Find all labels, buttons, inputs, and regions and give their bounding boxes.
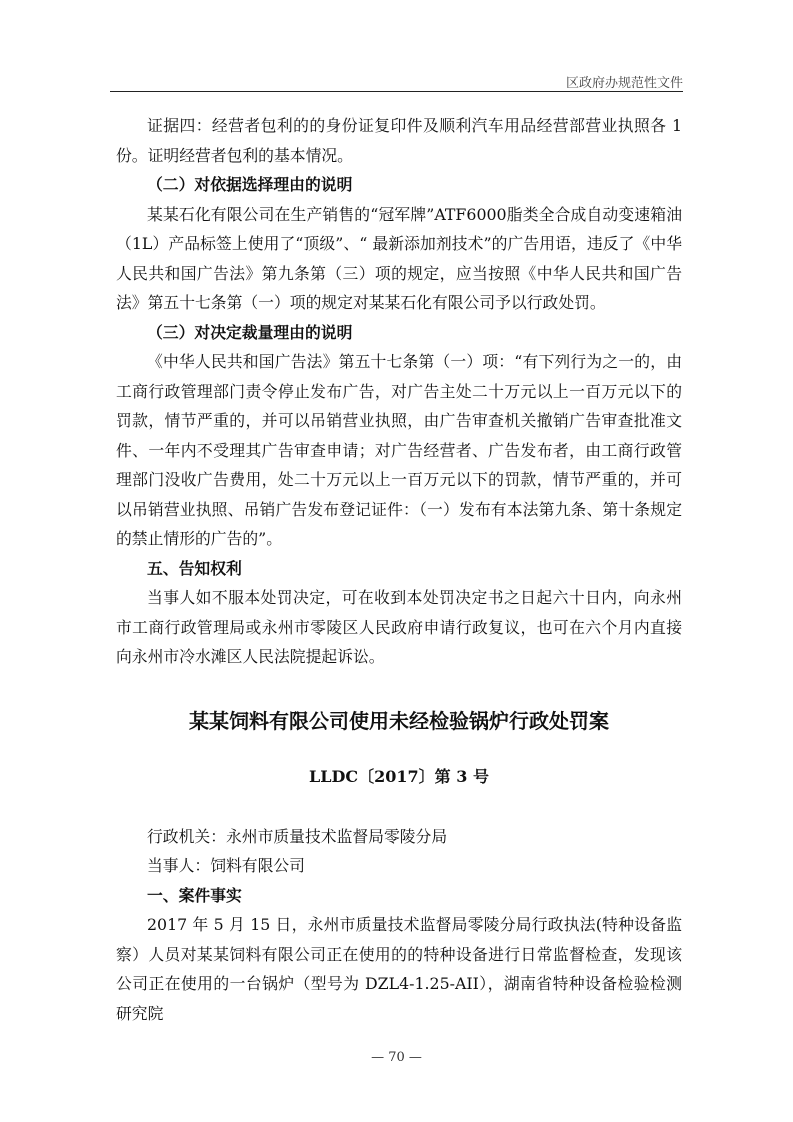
party-concerned: 当事人：饲料有限公司 <box>147 856 305 875</box>
paragraph-case-facts: 2017 年 5 月 15 日，永州市质量技术监督局零陵分局行政执法(特种设备监察）人员对某某饲料有限公司正在使用的的特种设备进行日常监督检查，发现该公司正在使用的一台锅炉（型号为 DZL4-1.25-AII），湖南省特种设备检验检测研究院 <box>116 915 682 1023</box>
page-content <box>116 111 682 1028</box>
heading-basis-selection: （二）对依据选择理由的说明 <box>147 175 353 194</box>
paragraph-law-citation: 《中华人民共和国广告法》第五十七条第（一）项：“有下列行为之一的，由工商行政管理部门责令停止发布广告，对广告主处二十万元以上一百万元以下的罚款，情节严重的，并可以吊销营业执照，由广告审查机关撤销广告审查批准文件、一年内不受理其广告审查申请；对广告经营者、广告发布者，由工商行政管理部门没收广告费用，处二十万元以上一百万元以下的罚款，情节严重的，并可以吊销营业执照、吊销广告发布登记证件：（一）发布有本法第九条、第十条规定的禁止情形的广告的”。 <box>116 352 682 548</box>
page-number: — 70 — <box>371 1050 422 1065</box>
case-number: LLDC〔2017〕第 3 号 <box>309 766 489 786</box>
running-header: 区政府办规范性文件 <box>565 76 683 91</box>
case-title: 某某饲料有限公司使用未经检验锅炉行政处罚案 <box>189 708 609 733</box>
heading-discretion-reason: （三）对决定裁量理由的说明 <box>147 322 353 342</box>
heading-rights-notice: 五、告知权利 <box>147 558 242 578</box>
paragraph-rights: 当事人如不服本处罚决定，可在收到本处罚决定书之日起六十日内，向永州市工商行政管理局或永州市零陵区人民政府申请行政复议，也可在六个月内直接向永州市冷水滩区人民法院提起诉讼。 <box>116 588 682 666</box>
paragraph-violation: 某某石化有限公司在生产销售的“冠军牌”ATF6000脂类全合成自动变速箱油（1L）产品标签上使用了“顶级”、“ 最新添加剂技术”的广告用语，违反了《中华人民共和国广告法》第九条第（三）项的规定，应当按照《中华人民共和国广告法》第五十七条第（一）项的规定对某某石化有限公司予以行政处罚。 <box>116 204 682 312</box>
paragraph-evidence-four: 证据四：经营者包利的的身份证复印件及顺利汽车用品经营部营业执照各 1 份。证明经营者包利的基本情况。 <box>116 116 682 165</box>
administrative-agency: 行政机关：永州市质量技术监督局零陵分局 <box>147 826 448 846</box>
heading-case-facts: 一、案件事实 <box>147 885 242 905</box>
header-divider <box>110 91 683 92</box>
